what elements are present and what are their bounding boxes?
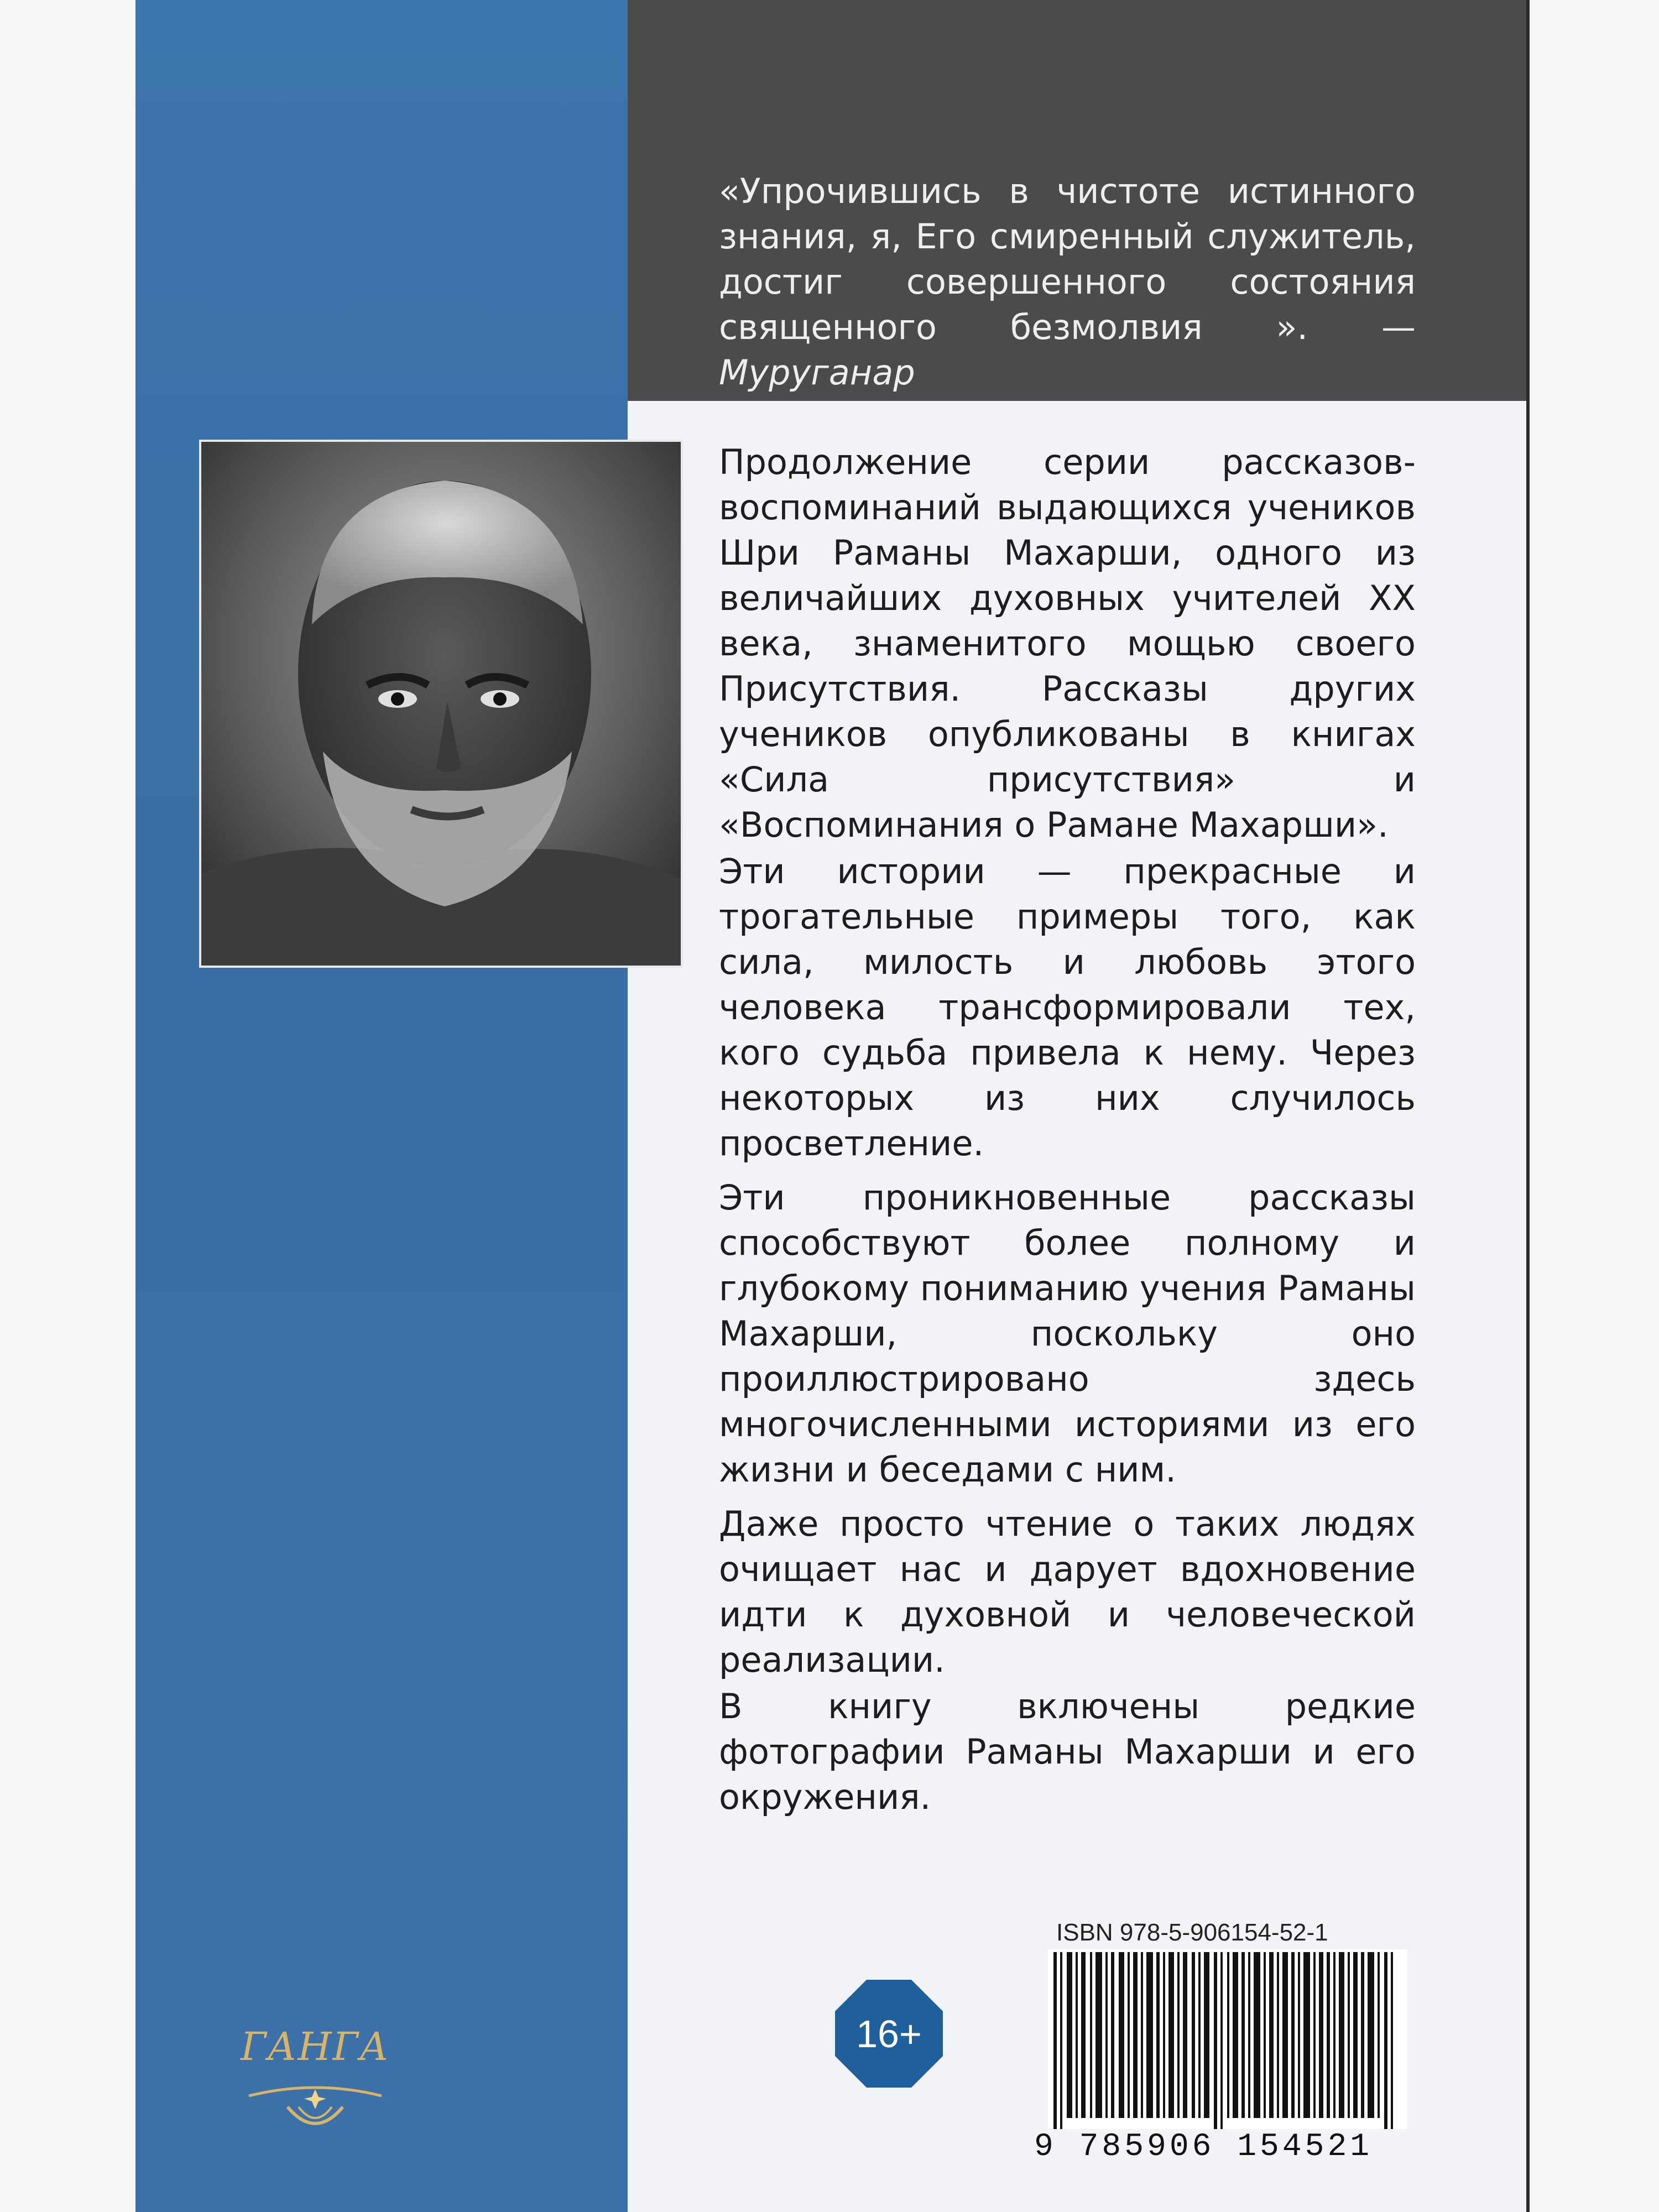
portrait-photo (199, 440, 683, 968)
age-rating-text: 16+ (856, 2012, 922, 2056)
portrait-drawing (201, 442, 681, 966)
quote-author: Муруганар (719, 352, 915, 393)
barcode (1048, 1949, 1407, 2129)
age-rating-badge (835, 1980, 943, 2088)
blue-band (135, 0, 628, 2212)
description-paragraph-1: Продолжение серии рассказов-воспоминаний выдающихся учеников Шри Раманы Махарши, одного из величайших духовных учителей XX века, знаменитого мощью своего Присутствия. Рассказы других учеников опубликованы в книгах «Сила присутствия» и «Воспоминания о Рамане Махарши». (719, 442, 1416, 845)
epigraph-quote (719, 169, 1416, 395)
description-paragraph-2: Эти истории — прекрасные и трогательные примеры того, как сила, милость и любовь этого человека трансформировали тех, кого судьба привела к нему. Через некоторых из них случилось просветление. (719, 851, 1416, 1164)
quote-text: «Упрочившись в чистоте истинного знания, я, Его смиренный служитель, достиг совершенного состояния священного безмолвия ». — (719, 171, 1416, 347)
isbn-text: ISBN 978-5-906154-52-1 (1056, 1919, 1328, 1946)
barcode-digits: 9 785906 154521 (1034, 2129, 1373, 2165)
publisher-logo (216, 2024, 415, 2151)
barcode-bars-icon (1048, 1949, 1407, 2129)
description-paragraph-3: Эти проникновенные рассказы способствуют более полному и глубокому пониманию учения Раманы Махарши, поскольку оно проиллюстрировано здесь многочисленными историями из его жизни и беседами с ним. (719, 1177, 1416, 1490)
description-paragraph-5: В книгу включены редкие фотографии Раманы Махарши и его окружения. (719, 1686, 1416, 1817)
description-paragraph-4: Даже просто чтение о таких людях очищает нас и дарует вдохновение идти к духовной и человеческой реализации. (719, 1504, 1416, 1680)
publisher-name: ГАНГА (241, 2024, 390, 2069)
lotus-ornament-icon (216, 2024, 415, 2151)
